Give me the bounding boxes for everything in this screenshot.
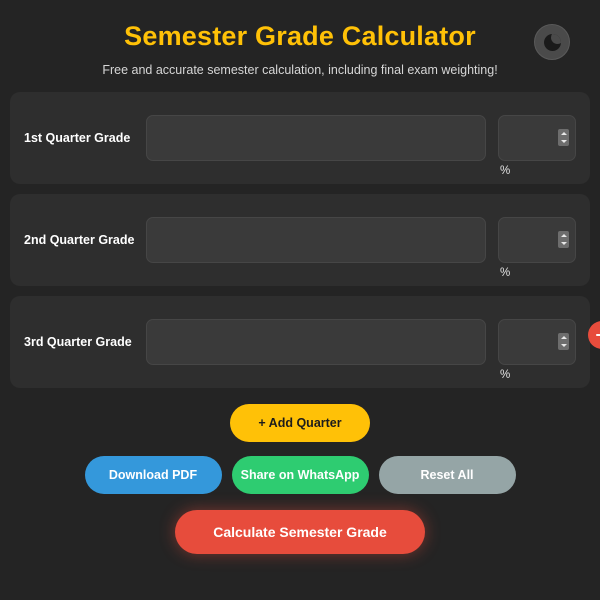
calculate-semester-grade-button[interactable]: Calculate Semester Grade xyxy=(175,510,425,554)
remove-quarter-button[interactable] xyxy=(588,321,600,349)
number-stepper-icon[interactable] xyxy=(558,333,569,350)
theme-toggle-button[interactable] xyxy=(534,24,570,60)
grade-input[interactable] xyxy=(146,115,486,161)
share-whatsapp-button[interactable]: Share on WhatsApp xyxy=(232,456,369,494)
moon-icon xyxy=(544,34,561,51)
page-header xyxy=(10,0,590,78)
quarter-list xyxy=(10,92,590,388)
grade-input[interactable] xyxy=(146,319,486,365)
number-stepper-icon[interactable] xyxy=(558,129,569,146)
add-quarter-button[interactable]: + Add Quarter xyxy=(230,404,369,442)
grade-input[interactable] xyxy=(146,217,486,263)
calculate-area xyxy=(10,510,590,554)
percent-label: % xyxy=(500,267,511,279)
percent-label: % xyxy=(500,165,511,177)
quarter-row xyxy=(10,92,590,184)
weight-field-wrapper xyxy=(498,115,576,177)
number-stepper-icon[interactable] xyxy=(558,231,569,248)
page-subtitle: Free and accurate semester calculation, including final exam weighting! xyxy=(102,63,498,77)
action-button-row xyxy=(10,456,590,494)
minus-icon xyxy=(596,334,600,336)
weight-field-wrapper xyxy=(498,217,576,279)
quarter-label: 1st Quarter Grade xyxy=(24,131,131,145)
quarter-row xyxy=(10,296,590,388)
quarter-row xyxy=(10,194,590,286)
percent-label: % xyxy=(500,369,511,381)
quarter-label: 3rd Quarter Grade xyxy=(24,335,132,349)
reset-all-button[interactable]: Reset All xyxy=(379,456,516,494)
add-quarter-area xyxy=(10,404,590,442)
download-pdf-button[interactable]: Download PDF xyxy=(85,456,222,494)
weight-field-wrapper xyxy=(498,319,576,381)
quarter-label: 2nd Quarter Grade xyxy=(24,233,135,247)
page-title: Semester Grade Calculator xyxy=(124,21,476,51)
